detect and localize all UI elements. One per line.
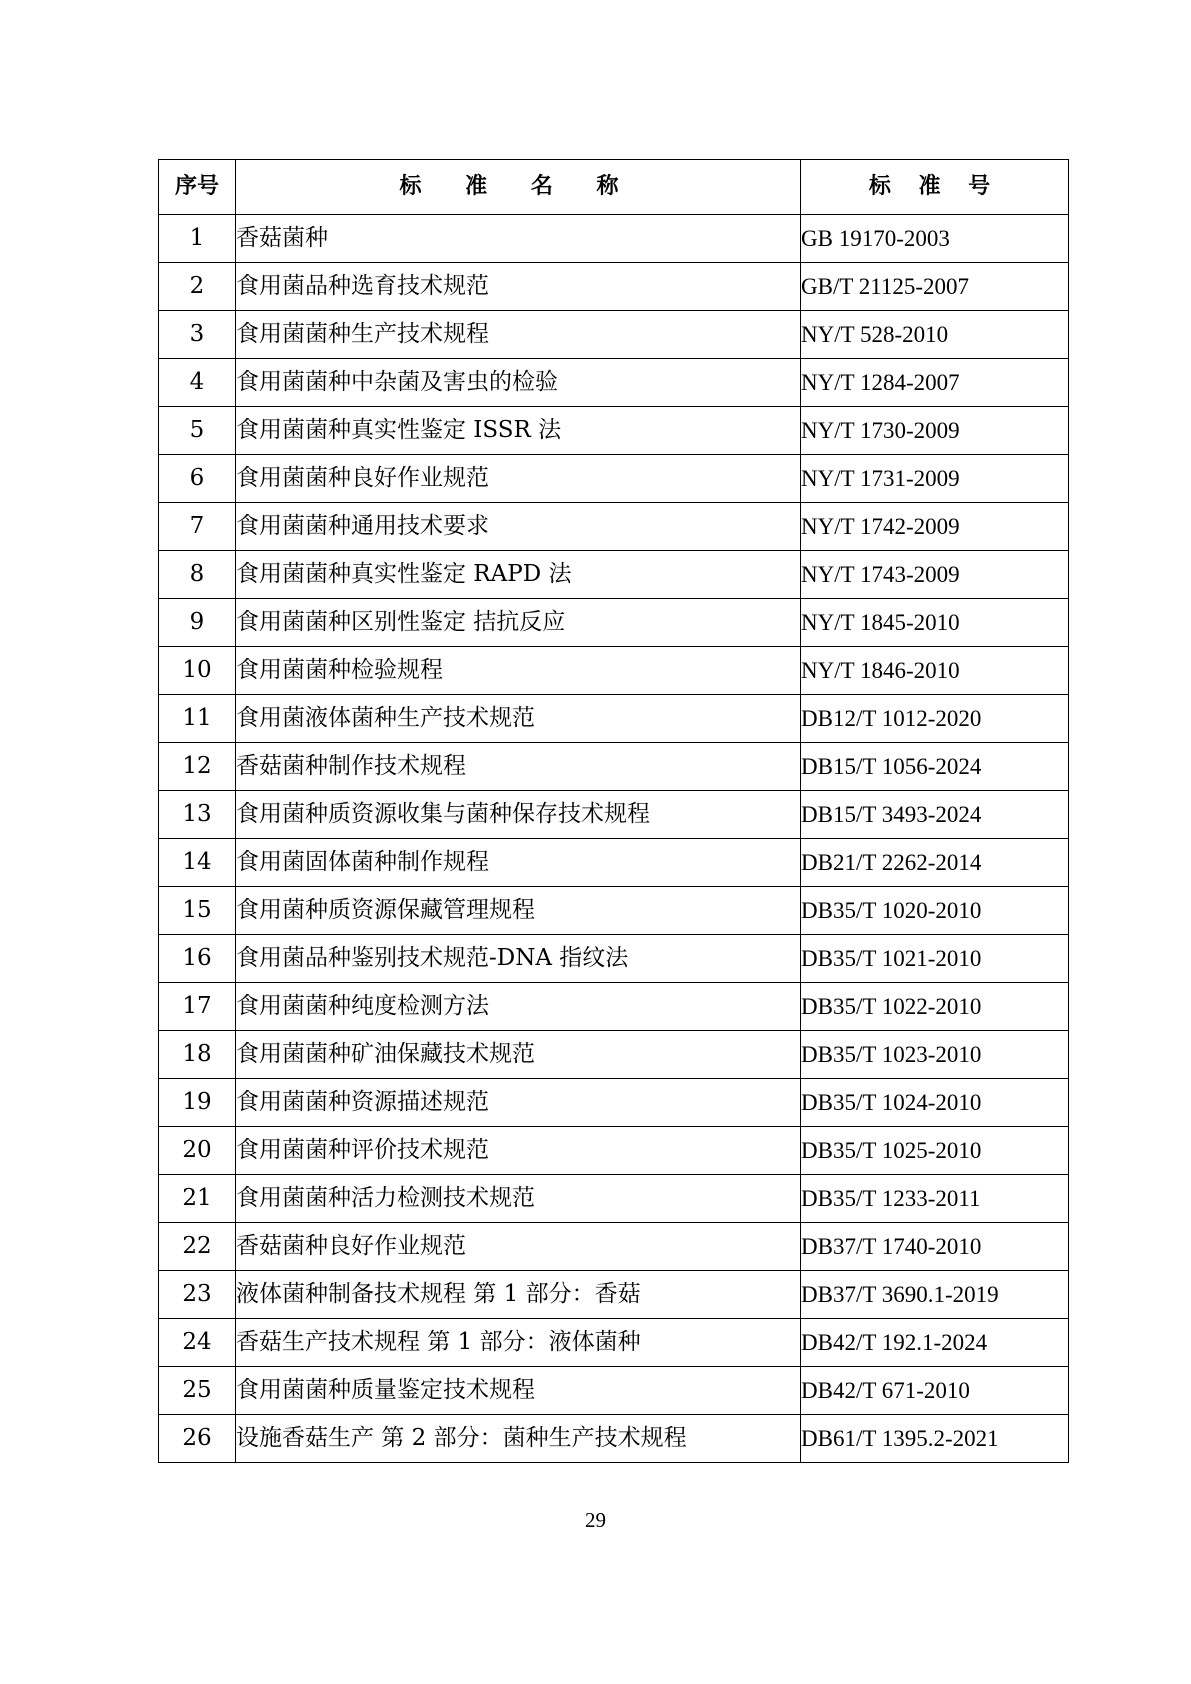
page-number: 29 (585, 1508, 606, 1532)
standard-name-cell: 香菇菌种制作技术规程 (236, 743, 801, 791)
standard-name-cell: 食用菌菌种评价技术规范 (236, 1127, 801, 1175)
serial-number-cell: 18 (159, 1031, 236, 1079)
standard-name-cell: 食用菌品种选育技术规范 (236, 263, 801, 311)
table-row (159, 1079, 1069, 1127)
standard-name-cell: 香菇菌种 (236, 215, 801, 263)
standard-code-cell: DB15/T 1056-2024 (801, 743, 1069, 791)
table-row (159, 215, 1069, 263)
standard-code-cell: DB35/T 1233-2011 (801, 1175, 1069, 1223)
standard-code-cell: DB35/T 1024-2010 (801, 1079, 1069, 1127)
standard-name-cell: 食用菌液体菌种生产技术规范 (236, 695, 801, 743)
table-row (159, 1271, 1069, 1319)
serial-number-cell: 8 (159, 551, 236, 599)
serial-number-cell: 15 (159, 887, 236, 935)
table-header-row (159, 160, 1069, 215)
table-row (159, 503, 1069, 551)
standards-table (158, 159, 1069, 1463)
table-row (159, 263, 1069, 311)
standard-code-cell: DB21/T 2262-2014 (801, 839, 1069, 887)
table-row (159, 1319, 1069, 1367)
serial-number-cell: 26 (159, 1415, 236, 1463)
standard-code-cell: DB42/T 192.1-2024 (801, 1319, 1069, 1367)
standard-code-cell: DB37/T 1740-2010 (801, 1223, 1069, 1271)
table-row (159, 1031, 1069, 1079)
standard-code-cell: NY/T 1742-2009 (801, 503, 1069, 551)
table-row (159, 695, 1069, 743)
serial-number-cell: 12 (159, 743, 236, 791)
standard-code-cell: DB35/T 1023-2010 (801, 1031, 1069, 1079)
table-row (159, 887, 1069, 935)
serial-number-cell: 11 (159, 695, 236, 743)
standard-code-cell: DB61/T 1395.2-2021 (801, 1415, 1069, 1463)
standard-code-cell: DB15/T 3493-2024 (801, 791, 1069, 839)
serial-number-cell: 24 (159, 1319, 236, 1367)
standard-name-cell: 食用菌固体菌种制作规程 (236, 839, 801, 887)
table-row (159, 935, 1069, 983)
standard-code-cell: NY/T 1284-2007 (801, 359, 1069, 407)
serial-number-cell: 2 (159, 263, 236, 311)
serial-number-cell: 10 (159, 647, 236, 695)
table-row (159, 983, 1069, 1031)
standard-name-cell: 香菇生产技术规程 第 1 部分：液体菌种 (236, 1319, 801, 1367)
serial-number-cell: 9 (159, 599, 236, 647)
table-row (159, 1223, 1069, 1271)
standard-name-cell: 液体菌种制备技术规程 第 1 部分：香菇 (236, 1271, 801, 1319)
standard-name-cell: 食用菌菌种质量鉴定技术规程 (236, 1367, 801, 1415)
standard-name-cell: 食用菌菌种资源描述规范 (236, 1079, 801, 1127)
standard-name-cell: 食用菌菌种良好作业规范 (236, 455, 801, 503)
standard-code-cell: DB35/T 1025-2010 (801, 1127, 1069, 1175)
table-row (159, 599, 1069, 647)
standard-code-cell: DB35/T 1020-2010 (801, 887, 1069, 935)
table-row (159, 1175, 1069, 1223)
serial-number-cell: 5 (159, 407, 236, 455)
serial-number-cell: 3 (159, 311, 236, 359)
serial-number-cell: 21 (159, 1175, 236, 1223)
table-row (159, 647, 1069, 695)
serial-number-cell: 22 (159, 1223, 236, 1271)
standard-name-cell: 食用菌菌种真实性鉴定 RAPD 法 (236, 551, 801, 599)
serial-number-cell: 23 (159, 1271, 236, 1319)
standard-name-cell: 食用菌品种鉴别技术规范-DNA 指纹法 (236, 935, 801, 983)
header-serial-number: 序号 (159, 160, 236, 215)
table-row (159, 743, 1069, 791)
standard-name-cell: 设施香菇生产 第 2 部分：菌种生产技术规程 (236, 1415, 801, 1463)
table-row (159, 311, 1069, 359)
table-row (159, 1127, 1069, 1175)
table-row (159, 791, 1069, 839)
standard-name-cell: 食用菌菌种检验规程 (236, 647, 801, 695)
standard-name-cell: 食用菌菌种区别性鉴定 拮抗反应 (236, 599, 801, 647)
table-row (159, 359, 1069, 407)
standard-name-cell: 食用菌菌种活力检测技术规范 (236, 1175, 801, 1223)
standard-name-cell: 食用菌菌种纯度检测方法 (236, 983, 801, 1031)
standard-code-cell: GB 19170-2003 (801, 215, 1069, 263)
standard-name-cell: 食用菌种质资源保藏管理规程 (236, 887, 801, 935)
table-row (159, 551, 1069, 599)
standard-code-cell: DB42/T 671-2010 (801, 1367, 1069, 1415)
serial-number-cell: 16 (159, 935, 236, 983)
standard-name-cell: 食用菌菌种真实性鉴定 ISSR 法 (236, 407, 801, 455)
standard-name-cell: 食用菌种质资源收集与菌种保存技术规程 (236, 791, 801, 839)
standard-name-cell: 食用菌菌种通用技术要求 (236, 503, 801, 551)
serial-number-cell: 13 (159, 791, 236, 839)
standard-code-cell: NY/T 1743-2009 (801, 551, 1069, 599)
standard-name-cell: 香菇菌种良好作业规范 (236, 1223, 801, 1271)
standard-name-cell: 食用菌菌种矿油保藏技术规范 (236, 1031, 801, 1079)
standard-code-cell: NY/T 1730-2009 (801, 407, 1069, 455)
header-standard-code: 标 准 号 (801, 160, 1069, 215)
standard-code-cell: DB35/T 1021-2010 (801, 935, 1069, 983)
serial-number-cell: 20 (159, 1127, 236, 1175)
table-row (159, 407, 1069, 455)
serial-number-cell: 4 (159, 359, 236, 407)
table-row (159, 455, 1069, 503)
standard-code-cell: NY/T 528-2010 (801, 311, 1069, 359)
table-body (159, 215, 1069, 1463)
standard-code-cell: DB35/T 1022-2010 (801, 983, 1069, 1031)
table-row (159, 1415, 1069, 1463)
serial-number-cell: 19 (159, 1079, 236, 1127)
serial-number-cell: 25 (159, 1367, 236, 1415)
standard-name-cell: 食用菌菌种中杂菌及害虫的检验 (236, 359, 801, 407)
standard-code-cell: DB12/T 1012-2020 (801, 695, 1069, 743)
standard-code-cell: DB37/T 3690.1-2019 (801, 1271, 1069, 1319)
serial-number-cell: 17 (159, 983, 236, 1031)
serial-number-cell: 14 (159, 839, 236, 887)
serial-number-cell: 1 (159, 215, 236, 263)
header-standard-name: 标 准 名 称 (236, 160, 801, 215)
serial-number-cell: 6 (159, 455, 236, 503)
standard-code-cell: NY/T 1846-2010 (801, 647, 1069, 695)
standard-name-cell: 食用菌菌种生产技术规程 (236, 311, 801, 359)
table-row (159, 1367, 1069, 1415)
standard-code-cell: NY/T 1731-2009 (801, 455, 1069, 503)
serial-number-cell: 7 (159, 503, 236, 551)
standard-code-cell: NY/T 1845-2010 (801, 599, 1069, 647)
table-row (159, 839, 1069, 887)
standard-code-cell: GB/T 21125-2007 (801, 263, 1069, 311)
